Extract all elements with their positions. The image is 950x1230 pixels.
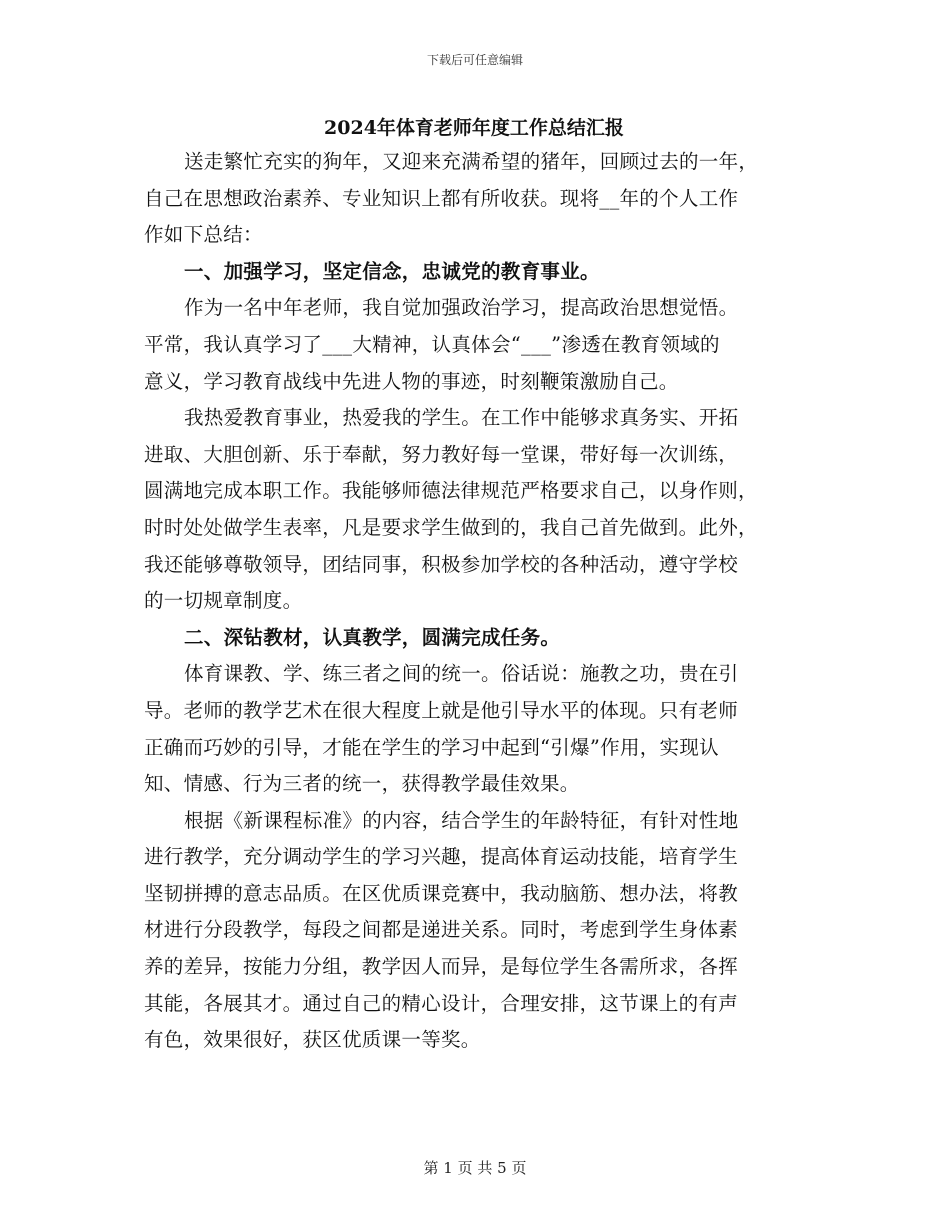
paragraph-line: 根据《新课程标准》的内容，结合学生的年龄特征，有针对性地 xyxy=(184,808,739,832)
paragraph-line: 圆满地完成本职工作。我能够师德法律规范严格要求自己，以身作则， xyxy=(144,479,758,503)
paragraph-line: 我热爱教育事业，热爱我的学生。在工作中能够求真务实、开拓 xyxy=(184,406,739,430)
paragraph-line: 作如下总结： xyxy=(144,223,263,247)
paragraph-line: 的一切规章制度。 xyxy=(144,589,303,613)
paragraph-line: 正确而巧妙的引导，才能在学生的学习中起到“引爆”作用，实现认 xyxy=(144,735,719,759)
paragraph-line: 平常，我认真学习了___大精神，认真体会“___”渗透在教育领域的 xyxy=(144,332,720,356)
paragraph-line: 时时处处做学生表率，凡是要求学生做到的，我自己首先做到。此外， xyxy=(144,515,758,539)
section-heading: 一、加强学习，坚定信念，忠诚党的教育事业。 xyxy=(184,259,600,283)
paragraph-line: 进行教学，充分调动学生的学习兴趣，提高体育运动技能，培育学生 xyxy=(144,845,739,869)
paragraph-line: 材进行分段教学，每段之间都是递进关系。同时，考虑到学生身体素 xyxy=(144,918,739,942)
document-body xyxy=(144,112,804,1059)
paragraph-line: 自己在思想政治素养、专业知识上都有所收获。现将__年的个人工作 xyxy=(144,186,739,210)
section-heading: 二、深钻教材，认真教学，圆满完成任务。 xyxy=(184,625,561,649)
paragraph-line: 意义，学习教育战线中先进人物的事迹，时刻鞭策激励自己。 xyxy=(144,369,679,393)
paragraph-line: 进取、大胆创新、乐于奉献，努力教好每一堂课，带好每一次训练， xyxy=(144,442,739,466)
document-title: 2024年体育老师年度工作总结汇报 xyxy=(324,117,624,139)
paragraph-line: 我还能够尊敬领导，团结同事，积极参加学校的各种活动，遵守学校 xyxy=(144,552,739,576)
paragraph-line: 送走繁忙充实的狗年，又迎来充满希望的猪年，回顾过去的一年， xyxy=(184,150,759,173)
paragraph-line: 体育课教、学、练三者之间的统一。俗话说：施教之功，贵在引 xyxy=(184,662,739,686)
document-lines xyxy=(144,144,804,1059)
paragraph-line: 导。老师的教学艺术在很大程度上就是他引导水平的体现。只有老师 xyxy=(144,698,739,722)
paragraph-line: 其能，各展其才。通过自己的精心设计，合理安排，这节课上的有声 xyxy=(144,991,739,1015)
paragraph-line: 坚韧拼搏的意志品质。在区优质课竞赛中，我动脑筋、想办法，将教 xyxy=(144,881,739,905)
paragraph-line: 知、情感、行为三者的统一，获得教学最佳效果。 xyxy=(144,772,580,796)
page-header-note: 下载后可任意编辑 xyxy=(426,53,523,67)
paragraph-line: 有色，效果很好，获区优质课一等奖。 xyxy=(144,1028,481,1052)
paragraph-line: 养的差异，按能力分组，教学因人而异，是每位学生各需所求，各挥 xyxy=(144,955,739,979)
page-number: 第 1 页 共 5 页 xyxy=(423,1159,527,1177)
paragraph-line: 作为一名中年老师，我自觉加强政治学习，提高政治思想觉悟。 xyxy=(184,296,739,320)
